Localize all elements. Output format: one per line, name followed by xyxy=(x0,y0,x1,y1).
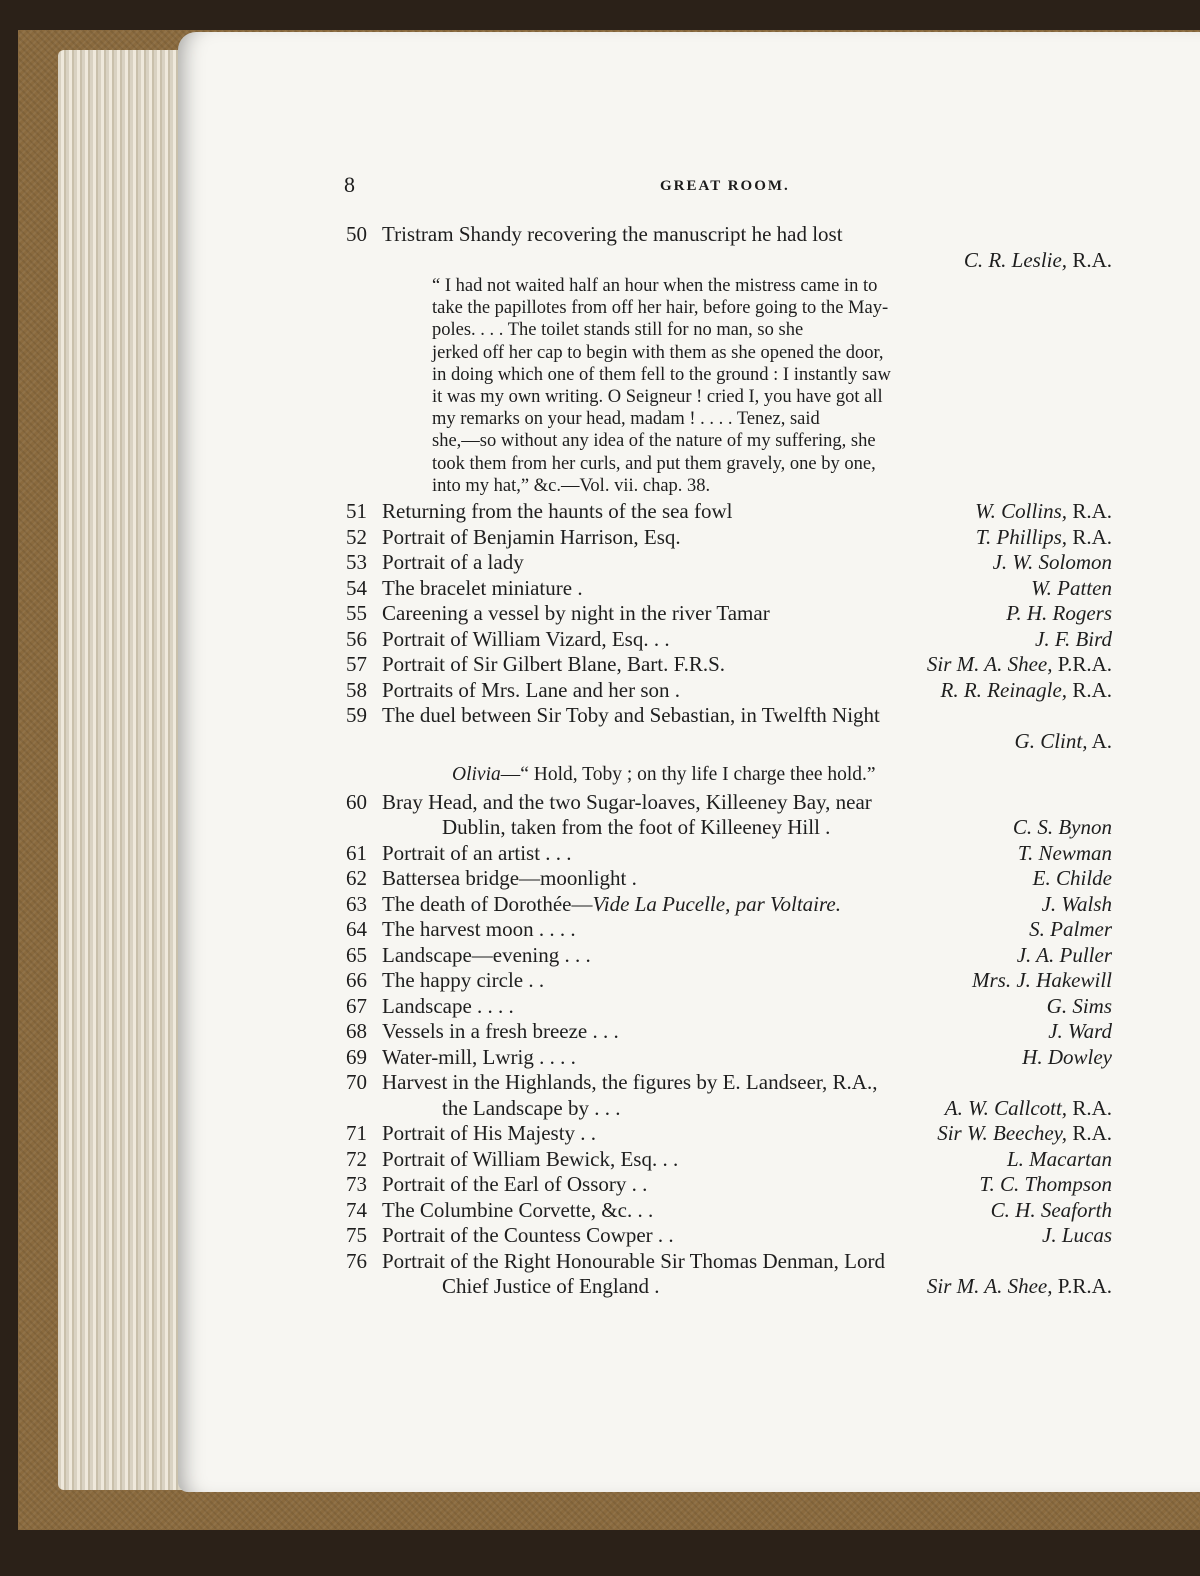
entry-number: 76 xyxy=(346,1248,367,1273)
entry-title: Returning from the haunts of the sea fowl xyxy=(382,499,733,524)
quote-line: jerked off her cap to begin with them as she opened the door, xyxy=(432,342,884,363)
catalogue-entry xyxy=(346,994,1112,1020)
entry-number: 52 xyxy=(346,524,367,549)
entry-artist: T. Phillips, xyxy=(975,524,1068,549)
catalogue-entry xyxy=(346,892,1112,918)
catalogue-entry xyxy=(346,1121,1112,1147)
entry-artist: S. Palmer xyxy=(1029,917,1112,942)
entry-artist: J. F. Bird xyxy=(1035,626,1112,651)
entry-quotation xyxy=(346,275,1112,497)
entry-artist-line xyxy=(346,248,1112,274)
entry-number: 62 xyxy=(346,866,367,891)
entry-title: Landscape . . . . xyxy=(382,993,514,1018)
entry-number: 60 xyxy=(346,789,367,814)
entry-title-continued: Dublin, taken from the foot of Killeeney Hill . xyxy=(442,815,831,840)
entry-artist: Sir M. A. Shee, xyxy=(926,652,1053,677)
catalogue-entry xyxy=(346,1147,1112,1173)
catalogue-entry xyxy=(346,1198,1112,1224)
entry-title: Tristram Shandy recovering the manuscript he had lost xyxy=(382,222,843,246)
entry-number: 70 xyxy=(346,1070,367,1095)
entry-number: 65 xyxy=(346,942,367,967)
entry-number: 69 xyxy=(346,1044,367,1069)
entry-number: 54 xyxy=(346,575,367,600)
entry-title: Portrait of an artist . . . xyxy=(382,840,572,865)
entry-title: Portrait of the Right Honourable Sir Thomas Denman, Lord xyxy=(382,1248,885,1273)
entry-title: Harvest in the Highlands, the figures by E. Landseer, R.A., xyxy=(382,1070,878,1095)
catalogue-entry xyxy=(346,1070,1112,1096)
entry-number: 50 xyxy=(346,222,367,246)
entry-artist: G. Sims xyxy=(1046,993,1112,1018)
entry-title-continued: Chief Justice of England . xyxy=(442,1274,660,1299)
quote-line: my remarks on your head, madam ! . . . . Tenez, said xyxy=(432,409,820,430)
entry-artist: J. Lucas xyxy=(1042,1223,1112,1248)
entry-number: 71 xyxy=(346,1121,367,1146)
entry-artist: C. S. Bynon xyxy=(1012,815,1112,840)
entry-title: Bray Head, and the two Sugar-loaves, Killeeney Bay, near xyxy=(382,789,872,814)
entry-continuation xyxy=(346,1096,1112,1122)
entry-title: The duel between Sir Toby and Sebastian, in Twelfth Night xyxy=(382,703,880,728)
entry-title: Portrait of William Bewick, Esq. . . xyxy=(382,1146,679,1171)
entry-artist-suffix: R.A. xyxy=(1067,677,1112,702)
quote-line: in doing which one of them fell to the ground : I instantly saw xyxy=(432,364,891,385)
catalogue-entry xyxy=(346,601,1112,627)
entry-title: Vessels in a fresh breeze . . . xyxy=(382,1019,619,1044)
catalogue-entry xyxy=(346,1223,1112,1249)
catalogue-entry xyxy=(346,1249,1112,1275)
entry-title: The Columbine Corvette, &c. . . xyxy=(382,1197,654,1222)
entry-number: 67 xyxy=(346,993,367,1018)
entry-artist-suffix: R.A. xyxy=(1067,499,1112,524)
quote-line: “ I had not waited half an hour when the mistress came in to xyxy=(432,276,878,296)
entry-artist: Sir W. Beechey, xyxy=(937,1121,1068,1146)
entry-number: 64 xyxy=(346,917,367,942)
entry-artist-suffix: R.A. xyxy=(1067,1095,1112,1120)
entry-number: 57 xyxy=(346,652,367,677)
entry-title: Battersea bridge—moonlight . xyxy=(382,866,637,891)
entry-title: Water-mill, Lwrig . . . . xyxy=(382,1044,576,1069)
entry-artist-suffix: P.R.A. xyxy=(1052,652,1112,677)
catalogue-entry xyxy=(346,222,1112,248)
entry-number: 53 xyxy=(346,550,367,575)
catalogue-entry xyxy=(346,866,1112,892)
entry-title-continued: the Landscape by . . . xyxy=(442,1095,621,1120)
entry-title-reference: Vide La Pucelle, par Voltaire. xyxy=(592,891,841,916)
entry-title: The bracelet miniature . xyxy=(382,575,583,600)
entry-artist: J. W. Solomon xyxy=(992,550,1112,575)
entry-artist-line xyxy=(346,729,1112,755)
catalogue-entry xyxy=(346,703,1112,729)
quote-line: poles. . . . The toilet stands still for no man, so she xyxy=(432,320,804,341)
quote-speaker: Olivia xyxy=(452,764,501,786)
quote-line: into my hat,” &c.—Vol. vii. chap. 38. xyxy=(432,475,711,496)
entry-artist: C. R. Leslie, xyxy=(963,247,1068,272)
catalogue-listing xyxy=(346,222,1112,1300)
entry-artist-suffix: R.A. xyxy=(1067,1121,1112,1146)
entry-artist: W. Patten xyxy=(1031,575,1112,600)
catalogue-entry xyxy=(346,652,1112,678)
entry-number: 75 xyxy=(346,1223,367,1248)
entry-title: Portraits of Mrs. Lane and her son . xyxy=(382,677,681,702)
entry-number: 56 xyxy=(346,626,367,651)
entry-artist: Sir M. A. Shee, xyxy=(926,1274,1053,1299)
quote-line: took them from her curls, and put them gravely, one by one, xyxy=(432,453,876,474)
entry-artist: Mrs. J. Hakewill xyxy=(972,968,1112,993)
entry-title: Portrait of a lady xyxy=(382,550,524,575)
entry-artist: T. Newman xyxy=(1017,840,1112,865)
entry-title: Portrait of Sir Gilbert Blane, Bart. F.R.S. xyxy=(382,652,726,677)
entry-number: 59 xyxy=(346,703,367,728)
entry-artist: A. W. Callcott, xyxy=(944,1095,1068,1120)
entry-number: 63 xyxy=(346,891,367,916)
catalogue-entry xyxy=(346,499,1112,525)
catalogue-entry xyxy=(346,1172,1112,1198)
catalogue-entry xyxy=(346,790,1112,816)
entry-artist-suffix: P.R.A. xyxy=(1052,1274,1112,1299)
entry-number: 58 xyxy=(346,677,367,702)
entry-number: 73 xyxy=(346,1172,367,1197)
entry-artist: P. H. Rogers xyxy=(1006,601,1112,626)
entry-title: Portrait of Benjamin Harrison, Esq. xyxy=(382,524,681,549)
entry-artist: T. C. Thompson xyxy=(979,1172,1112,1197)
entry-quotation xyxy=(346,762,1112,788)
catalogue-entry xyxy=(346,550,1112,576)
quote-line: she,—so without any idea of the nature of my suffering, she xyxy=(432,431,876,452)
entry-artist: C. H. Seaforth xyxy=(990,1197,1112,1222)
quote-line: take the papillotes from off her hair, before going to the May- xyxy=(432,298,889,319)
entry-number: 55 xyxy=(346,601,367,626)
entry-title: The harvest moon . . . . xyxy=(382,917,576,942)
catalogue-entry xyxy=(346,1045,1112,1071)
entry-title: Portrait of William Vizard, Esq. . . xyxy=(382,626,670,651)
catalogue-entry xyxy=(346,841,1112,867)
entry-number: 66 xyxy=(346,968,367,993)
entry-title: The happy circle . . xyxy=(382,968,545,993)
catalogue-entry xyxy=(346,678,1112,704)
entry-artist: G. Clint, xyxy=(1014,728,1088,753)
entry-artist: J. A. Puller xyxy=(1016,942,1112,967)
page-number: 8 xyxy=(344,172,355,197)
catalogue-entry xyxy=(346,627,1112,653)
entry-artist-suffix: A. xyxy=(1087,728,1112,753)
entry-artist: E. Childe xyxy=(1032,866,1112,891)
entry-title: Portrait of His Majesty . . xyxy=(382,1121,597,1146)
entry-title: Landscape—evening . . . xyxy=(382,942,591,967)
entry-continuation xyxy=(346,815,1112,841)
catalogue-entry xyxy=(346,943,1112,969)
entry-number: 51 xyxy=(346,499,367,524)
catalogue-entry xyxy=(346,917,1112,943)
entry-artist: L. Macartan xyxy=(1007,1146,1112,1171)
catalogue-entry xyxy=(346,525,1112,551)
entry-number: 61 xyxy=(346,840,367,865)
entry-title: The death of Dorothée— xyxy=(382,891,593,916)
entry-continuation xyxy=(346,1274,1112,1300)
entry-title: Portrait of the Earl of Ossory . . xyxy=(382,1172,648,1197)
entry-artist: J. Ward xyxy=(1048,1019,1112,1044)
entry-number: 68 xyxy=(346,1019,367,1044)
running-head: GREAT ROOM. xyxy=(660,178,790,194)
entry-number: 74 xyxy=(346,1197,367,1222)
catalogue-entry xyxy=(346,968,1112,994)
quote-line: it was my own writing. O Seigneur ! cried I, you have got all xyxy=(432,387,883,408)
entry-artist-suffix: R.A. xyxy=(1067,247,1112,272)
entry-artist: H. Dowley xyxy=(1022,1044,1112,1069)
entry-artist-suffix: R.A. xyxy=(1067,524,1112,549)
entry-artist: R. R. Reinagle, xyxy=(940,677,1068,702)
entry-artist: J. Walsh xyxy=(1041,891,1112,916)
entry-number: 72 xyxy=(346,1146,367,1171)
catalogue-entry xyxy=(346,576,1112,602)
entry-title: Careening a vessel by night in the river Tamar xyxy=(382,601,770,626)
catalogue-entry xyxy=(346,1019,1112,1045)
entry-title: Portrait of the Countess Cowper . . xyxy=(382,1223,674,1248)
quote-line: —“ Hold, Toby ; on thy life I charge thee hold.” xyxy=(500,764,876,786)
entry-artist: W. Collins, xyxy=(975,499,1068,524)
